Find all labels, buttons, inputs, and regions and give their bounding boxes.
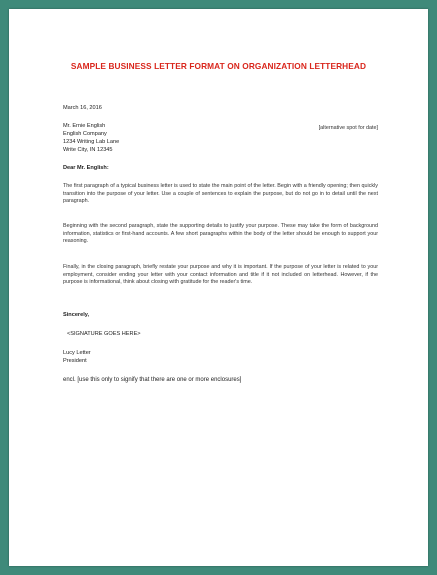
recipient-city: Write City, IN 12345 (63, 147, 113, 153)
recipient-company: English Company (63, 131, 107, 137)
signer-title: President (63, 358, 87, 364)
alternative-date-spot: [alternative spot for date] (318, 125, 378, 131)
salutation: Dear Mr. English: (63, 165, 109, 171)
signature-placeholder: <SIGNATURE GOES HERE> (67, 331, 141, 337)
recipient-name: Mr. Ernie English (63, 123, 106, 129)
letter-date: March 16, 2016 (63, 105, 102, 111)
closing: Sincerely, (63, 312, 90, 318)
letter-page (9, 9, 428, 566)
signer-name: Lucy Letter (63, 350, 91, 356)
letter-heading: SAMPLE BUSINESS LETTER FORMAT ON ORGANIZATION LETTERHEAD (70, 61, 367, 71)
body-paragraph-3: Finally, in the closing paragraph, briefly restate your purpose and why it is important. If the purpose of your letter is related to your employment, consider ending your letter with your contact information and title if it not included on letterhead. However, if the purpose is informational, think about closing with gratitude for the reader's time. (63, 264, 378, 286)
body-paragraph-1: The first paragraph of a typical business letter is used to state the main point of the letter. Begin with a friendly opening; then quickly transition into the purpose of your letter. Use a couple of sentences to explain the purpose, but do not go in to detail until the next paragraph. (63, 183, 378, 205)
enclosure-note: encl. [use this only to signify that there are one or more enclosures] (63, 377, 242, 383)
body-paragraph-2: Beginning with the second paragraph, state the supporting details to justify your purpose. These may take the form of background information, statistics or first-hand accounts. A few short paragraphs within the body of the letter should be enough to support your reasoning. (63, 223, 378, 245)
recipient-street: 1234 Writing Lab Lane (63, 139, 120, 145)
